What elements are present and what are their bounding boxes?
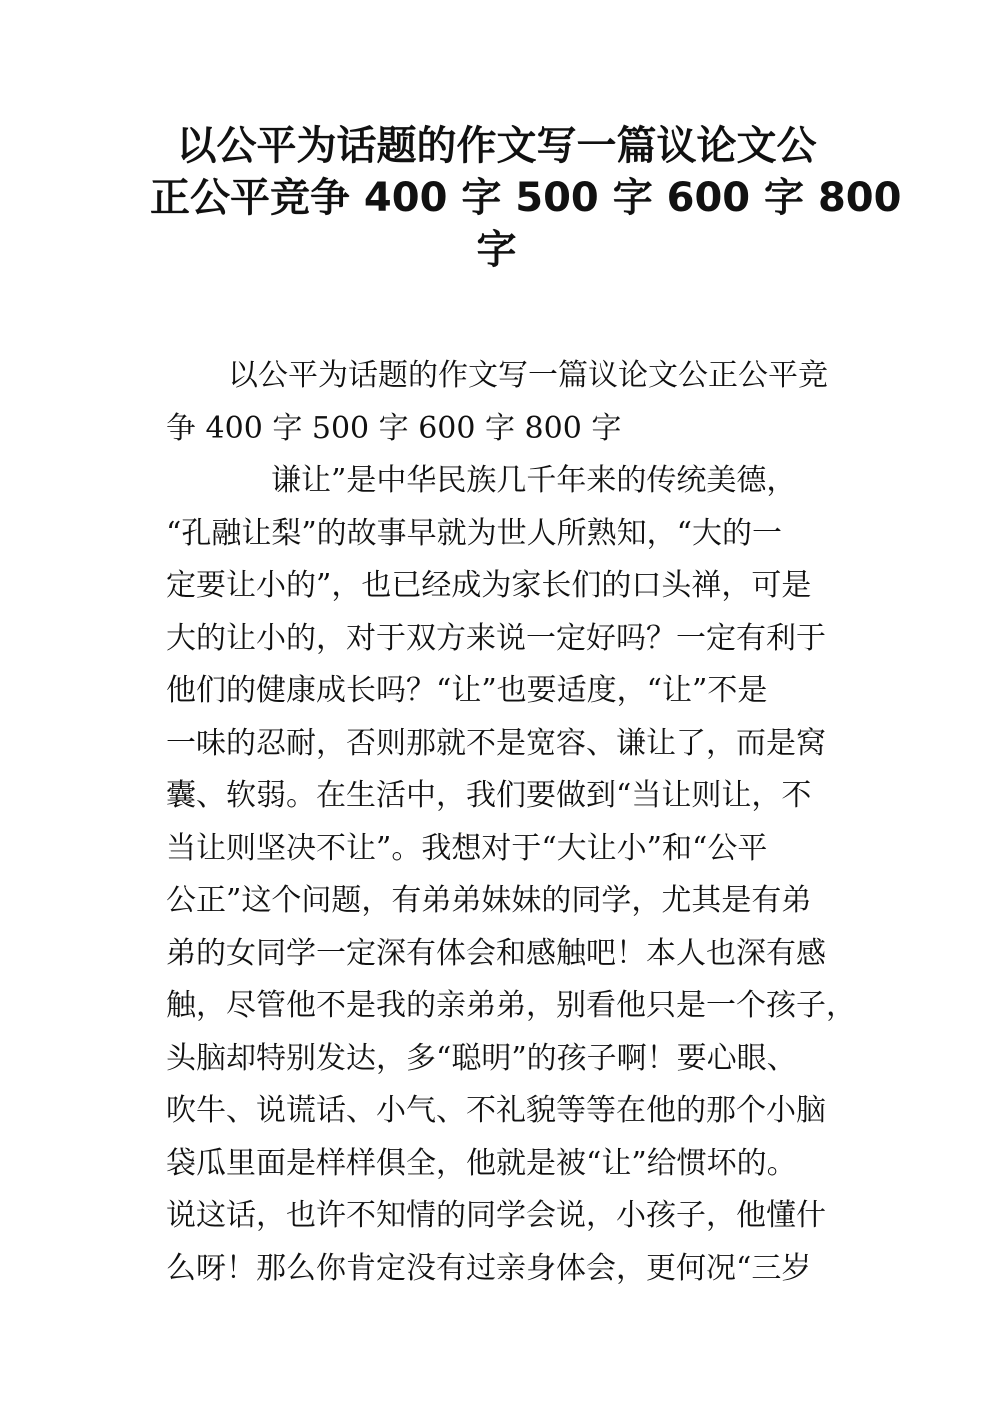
paragraph-line-3: 定要让小的”，也已经成为家长们的口头禅，可是 [166, 568, 812, 603]
paragraph-line-13: 吹牛、说谎话、小气、不礼貌等等在他的那个小脑 [166, 1093, 826, 1128]
paragraph-line-7: 囊、软弱。在生活中，我们要做到“当让则让，不 [166, 778, 812, 813]
paragraph-line-2: “孔融让梨”的故事早就为世人所熟知，“大的一 [166, 515, 783, 551]
intro-line-2: 争 400 字 500 字 600 字 800 字 [166, 410, 622, 446]
intro-paragraph [166, 350, 846, 455]
paragraph-line-1: 谦让”是中华民族几千年来的传统美德， [271, 463, 797, 498]
paragraph-line-15: 说这话，也许不知情的同学会说，小孩子，他懂什 [166, 1198, 826, 1233]
title-line-1: 以公平为话题的作文写一篇议论文公 [176, 123, 817, 169]
document-title [150, 120, 902, 276]
paragraph-line-10: 弟的女同学一定深有体会和感触吧！本人也深有感 [166, 935, 826, 971]
paragraph-line-11: 触，尽管他不是我的亲弟弟，别看他只是一个孩子， [166, 988, 856, 1023]
paragraph-line-6: 一味的忍耐，否则那就不是宽容、谦让了，而是窝 [166, 725, 826, 761]
title-line-3: 字 [476, 227, 517, 273]
paragraph-line-8: 当让则坚决不让”。我想对于“大让小”和“公平 [166, 830, 768, 866]
main-paragraph [166, 455, 856, 1295]
paragraph-line-16: 么呀！那么你肯定没有过亲身体会，更何况“三岁 [166, 1250, 812, 1286]
paragraph-line-9: 公正”这个问题，有弟弟妹妹的同学，尤其是有弟 [166, 883, 812, 918]
paragraph-line-14: 袋瓜里面是样样俱全，他就是被“让”给惯坏的。 [166, 1145, 797, 1181]
paragraph-line-4: 大的让小的，对于双方来说一定好吗？一定有利于 [166, 620, 826, 656]
title-line-2: 正公平竞争 400 字 500 字 600 字 800 [150, 175, 902, 221]
paragraph-line-12: 头脑却特别发达，多“聪明”的孩子啊！要心眼、 [166, 1040, 797, 1076]
paragraph-line-5: 他们的健康成长吗？“让”也要适度，“让”不是 [166, 673, 768, 708]
document-body [166, 350, 856, 1295]
intro-line-1: 以公平为话题的作文写一篇议论文公正公平竞 [228, 358, 828, 393]
